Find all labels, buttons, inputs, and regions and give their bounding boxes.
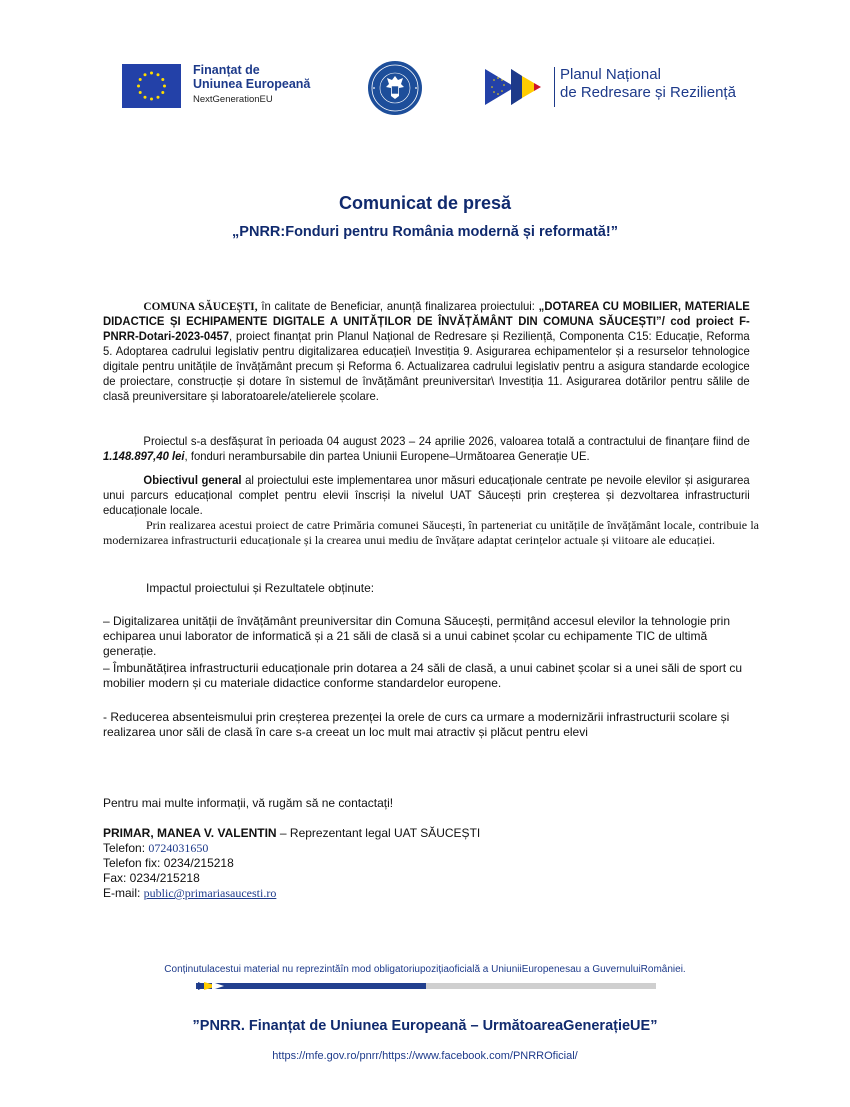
results-heading: Impactul proiectului și Rezultatele obținute: [146, 581, 375, 595]
funding-source-text: , fonduri nerambursabile din partea Uniunii Europene–Următoarea Generație UE. [184, 449, 590, 463]
page-title: Comunicat de presă [338, 193, 512, 213]
paragraph-objective [103, 473, 750, 518]
footer-links[interactable]: https://mfe.gov.ro/pnrr/https://www.facebook.com/PNRROficial/ [272, 1050, 578, 1062]
beneficiary-name: COMUNA SĂUCEȘTI, [143, 299, 258, 313]
objective-label: Obiectivul general [143, 473, 242, 487]
result-item-infrastructure: – Îmbunătățirea infrastructurii educaționale prin dotarea a 24 săli de clasă, a unui cabinet școlar si a unei săli de sport cu mobilier modern și cu materiale didactice conforme standardelor europene. [103, 661, 743, 690]
footer-bar-blue [196, 983, 426, 989]
eu-logo-line3: NextGenerationEU [193, 94, 273, 105]
objective-text: al proiectului este implementarea unor măsuri educaționale centrate pe nevoile elevilor și asigurarea unui parcurs educațional complet pentru elevii înscriși la nivelul UAT Săucești prin creșterea și dezvoltarea infrastructurii educaționale locale. [103, 473, 750, 517]
footer-divider-bar [196, 982, 656, 990]
footer-bar-grey [426, 983, 656, 989]
footer-slogan: ”PNRR. Finanțat de Uniunea Europeană – UrmătoareaGenerațieUE” [192, 1018, 658, 1034]
pnrr-arrows-icon [485, 67, 555, 107]
project-title: „DOTAREA CU MOBILIER, MATERIALE DIDACTICE ȘI ECHIPAMENTE DIGITALE A UNITĂȚILOR DE ÎNVĂȚĂMÂNT DIN COMUNA SĂUCEȘTI”/ cod proiect F-PNRR-Dotari-2023-0457 [103, 299, 750, 343]
mayor-name: PRIMAR, MANEA V. VALENTIN [103, 826, 277, 840]
contact-fax [103, 871, 480, 886]
email-link[interactable]: public@primariasaucesti.ro [143, 886, 277, 900]
pnrr-logo-line2: de Redresare și Reziliență [560, 84, 736, 101]
pnrr-logo-divider [554, 67, 555, 107]
contact-person [103, 826, 480, 841]
eu-flag-icon [122, 64, 181, 108]
footer-arrow-icon [198, 982, 228, 990]
announcement-intro: în calitate de Beneficiar, anunță finalizarea proiectului: [257, 299, 539, 313]
phone-value: 0724031650 [148, 841, 209, 855]
contact-intro: Pentru mai multe informații, vă rugăm să ne contactați! [103, 796, 394, 810]
contact-block [103, 796, 480, 901]
contact-phone [103, 841, 480, 856]
pnrr-logo-line1: Planul Național [560, 66, 661, 83]
pnrr-logo-text [560, 66, 736, 102]
paragraph-period-value [103, 434, 750, 464]
email-label: E-mail: [103, 886, 144, 900]
landline-value: 0234/215218 [163, 856, 234, 870]
eu-stars-icon [122, 64, 181, 108]
period-text: Proiectul s-a desfășurat în perioada 04 august 2023 – 24 aprilie 2026, valoarea totală a contractului de finanțare fiind de [143, 434, 750, 448]
guvernul-romaniei-seal-icon [367, 60, 423, 116]
paragraph-announcement [103, 299, 750, 404]
announcement-details: , proiect finanțat prin Planul Național de Redresare și Reziliență, Componenta C15: Educație, Reforma 5. Adoptarea cadrului legislativ pentru digitalizarea educației\ Investiția 9. Asigurarea echipamentelor și a resurselor tehnologice digitale pentru unitățile de învățământ precum și Reforma 6. Actualizarea cadrului legislativ pentru a asigura standarde ecologice de proiectare, construcție și dotare în sistemul de învățământ preuniversitar\ Investiția 11. Asigurarea dotărilor pentru sălile de clasă preuniversitare și laboratoarele/atelierele școlare. [103, 329, 750, 403]
eu-logo-line2: Uniunea Europeană [193, 77, 311, 91]
contact-landline [103, 856, 480, 871]
landline-label: Telefon fix: [103, 856, 164, 870]
phone-label: Telefon: [103, 841, 149, 855]
result-item-absenteeism: - Reducerea absenteismului prin creșterea prezenței la orele de curs ca urmare a modernizării infrastructurii scolare și realizarea unor săli de clasă în care s-a creeat un loc mult mai atractiv și plăcut pentru elevi [103, 710, 730, 739]
fax-value: 0234/215218 [129, 871, 200, 885]
eu-logo-line1: Finanțat de [193, 63, 260, 77]
footer-disclaimer: Conținutulacestui material nu reprezintăîn mod obligatoriupozițiaoficială a UniuniiEuropenesau a GuvernuluiRomâniei. [164, 964, 686, 975]
fax-label: Fax: [103, 871, 130, 885]
contract-amount: 1.148.897,40 lei [103, 449, 185, 463]
result-item-digitalization: – Digitalizarea unității de învățământ preuniversitar din Comuna Săucești, permițând accesul elevilor la tehnologie prin echiparea unui laborator de informatică și a 21 săli de clasă si a unui cabinet școlar cu echipamente TIC de ultimă generație. [103, 614, 731, 658]
eu-funding-logo-text [193, 63, 310, 105]
contact-email [103, 886, 480, 901]
page-subtitle: „PNRR:Fonduri pentru România modernă și reformată!” [232, 224, 618, 240]
mayor-role: – Reprezentant legal UAT SĂUCEȘTI [276, 826, 481, 840]
paragraph-partnership: Prin realizarea acestui proiect de catre Primăria comunei Săucești, în parteneriat cu unitățile de învățământ locale, contribuie la modernizarea infrastructurii educaționale și la crearea unui mediu de învățare adaptat cerințelor actuale și viitoare ale educației. [103, 518, 759, 547]
